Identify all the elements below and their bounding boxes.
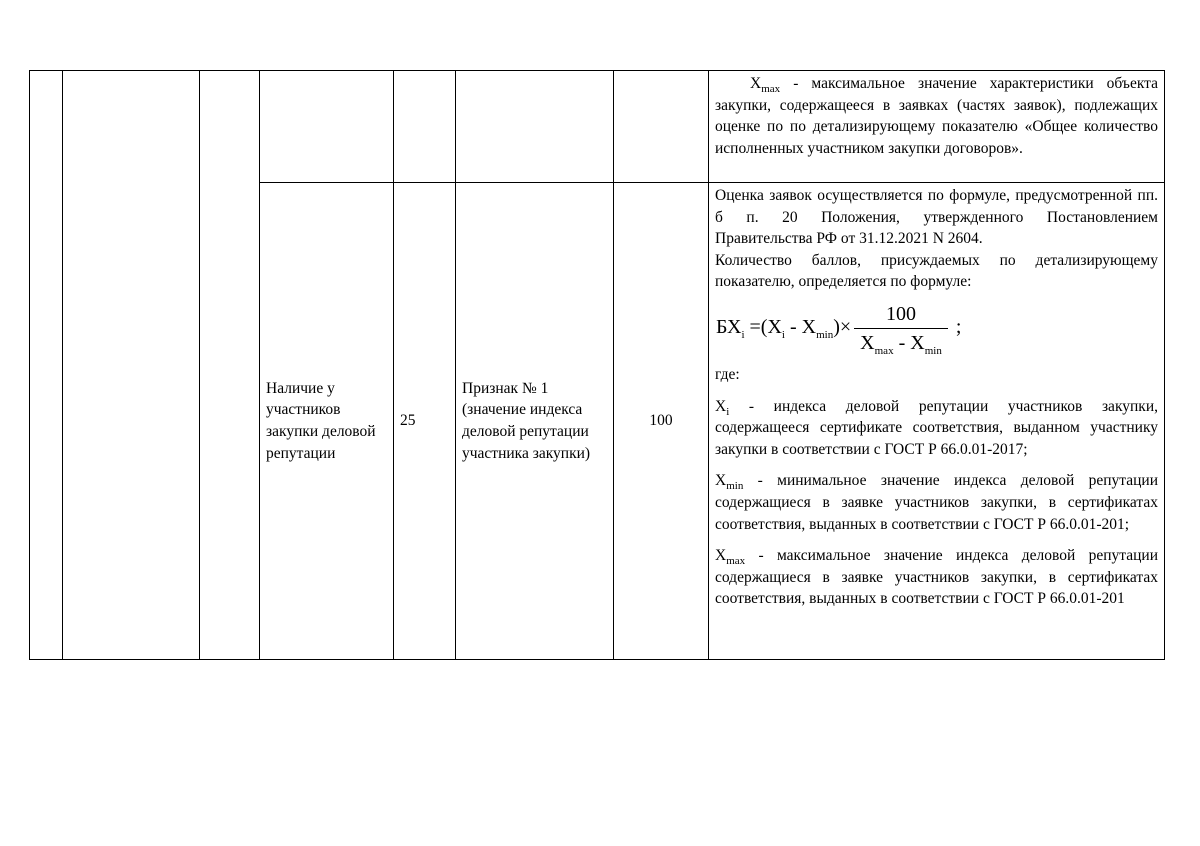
formula-equals-sign: = [744,316,761,339]
criterion-weight: 25 [400,412,416,430]
score-formula [716,302,1158,357]
formula-lhs-subscript: i [741,329,745,342]
formula-multiply-sign: × [839,316,852,339]
xmax-note-text: - максимальное значение характеристики объекта закупки, содержащееся в заявках (частях заявок), подлежащих оценке по по детализирующему показателю «Общее количество исполненных участником закупки договоров». [715,75,1158,157]
denominator-minus-sign: - [893,331,911,354]
formula-minus-sign: - [784,316,802,339]
max-score: 100 [649,412,673,430]
definition-xmin [715,470,1158,535]
denominator-x1: X [860,331,875,354]
formula-x1-subscript: i [781,329,785,342]
denominator-x2-subscript: min [924,344,942,357]
xmax-variable: X [750,75,762,92]
formula-close-paren: ) [833,316,840,339]
formula-fraction [854,302,948,357]
merged-empty-cell-2 [63,71,200,660]
denominator-x1-subscript: max [874,344,894,357]
table-row [30,71,1165,183]
detail-indicator: Признак № 1 (значение индекса деловой репутации участника закупки) [462,379,591,462]
empty-cell-indicator-top [456,71,614,183]
xmax-subscript: max [761,83,781,96]
definition-xmin-subscript: min [726,480,744,493]
detail-indicator-cell [456,183,614,660]
where-label: где: [715,365,740,383]
evaluation-criteria-table [29,70,1165,660]
fraction-denominator [854,329,948,357]
criterion-weight-cell [394,183,456,660]
merged-empty-cell-3 [200,71,260,660]
definition-xmax-variable: X [715,547,727,565]
formula-lhs: БХ [716,316,742,339]
formula-x2-subscript: min [816,329,834,342]
evaluation-paragraph-2: Количество баллов, присуждаемых по детализирующему показателю, определяется по формуле: [715,251,1158,291]
definition-xmin-variable: X [715,472,727,490]
fraction-numerator: 100 [854,303,948,329]
denominator-x2: X [910,331,925,354]
definition-xi-variable: X [715,397,727,415]
definition-xmax-subscript: max [726,555,746,568]
empty-cell-weight-top [394,71,456,183]
max-score-cell [614,183,709,660]
definition-xmax [715,545,1158,610]
xmax-note-paragraph [715,73,1158,159]
merged-empty-cell-1 [30,71,63,660]
definition-xi [715,396,1158,461]
definition-xi-subscript: i [726,405,730,418]
formula-terminator: ; [950,316,962,339]
definition-xmin-text: - минимальное значение индекса деловой репутации содержащиеся в заявке участников закупки, в сертификатах соответствия, выданных в соответствии с ГОСТ Р 66.0.01-201; [715,472,1158,533]
criterion-name-cell [260,183,394,660]
formula-open-paren: ( [760,316,768,339]
empty-cell-criterion-top [260,71,394,183]
criterion-name: Наличие у участников закупки деловой репутации [266,379,376,462]
definition-xi-text: - индекса деловой репутации участников закупки, содержащееся сертификате соответствия, выданном участнику закупки в соответствии с ГОСТ Р 66.0.01-2017; [715,397,1158,458]
formula-x1: X [767,316,782,339]
definition-xmax-text: - максимальное значение индекса деловой репутации содержащиеся в заявке участников закупки, в сертификатах соответствия, выданных в соответствии с ГОСТ Р 66.0.01-201 [715,547,1158,608]
evaluation-paragraph-1: Оценка заявок осуществляется по формуле, предусмотренной пп. б п. 20 Положения, утвержденного Постановлением Правительства РФ от 31.12.2021 N 2604. [715,187,1158,248]
evaluation-method-cell [709,183,1165,660]
formula-x2: X [801,316,817,339]
empty-cell-score-top [614,71,709,183]
xmax-note-cell [709,71,1165,183]
